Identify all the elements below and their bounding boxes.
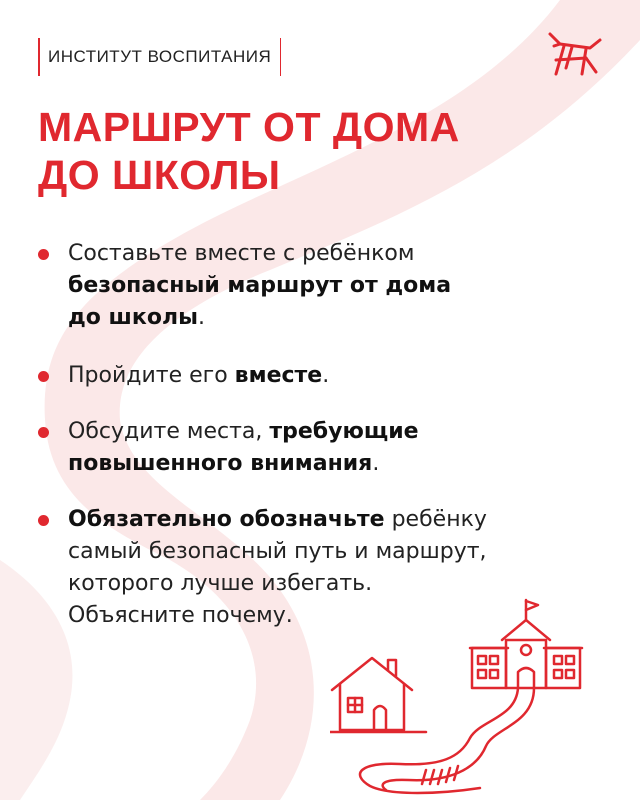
bullet-dot-icon [38, 249, 49, 260]
tip-item-route [38, 238, 598, 334]
tip-text: Обсудите места, требующие повышенного внимания. [68, 419, 419, 476]
brand-tag-right-bar [280, 38, 282, 76]
bullet-dot-icon [38, 371, 49, 382]
bullet-dot-icon [38, 515, 49, 526]
tip-item-discuss-places [38, 416, 598, 480]
title-line-2: ДО ШКОЛЫ [38, 152, 281, 198]
tip-text: Пройдите его вместе. [68, 363, 330, 388]
horse-logo-icon [542, 28, 604, 80]
brand-tag [38, 38, 281, 76]
bullet-dot-icon [38, 427, 49, 438]
tip-text: Обязательно обозначьте ребёнку самый безопасный путь и маршрут, которого лучше избегать. Объясните почему. [68, 507, 487, 628]
home-to-school-illustration [330, 598, 588, 800]
page-title [38, 103, 598, 199]
house-icon [332, 658, 412, 730]
road-path-icon [360, 688, 534, 793]
tip-text: Составьте вместе с ребёнком безопасный маршрут от дома до школы. [68, 241, 452, 330]
school-icon [470, 620, 582, 688]
tip-item-walk-together [38, 360, 598, 392]
brand-tag-left-bar [38, 38, 40, 76]
tips-list [38, 238, 598, 632]
flag-icon [526, 600, 538, 620]
title-line-1: МАРШРУТ ОТ ДОМА [38, 104, 460, 150]
brand-name: ИНСТИТУТ ВОСПИТАНИЯ [48, 47, 272, 66]
